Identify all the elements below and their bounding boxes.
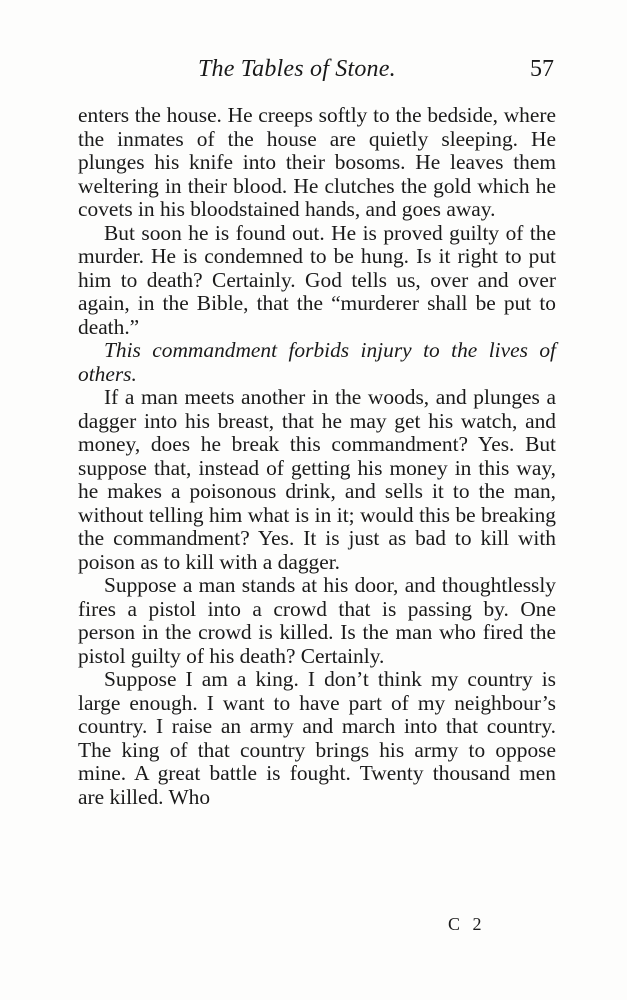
paragraph: Suppose a man stands at his door, and thoughtlessly fires a pistol into a crowd that is passing by. One person in the crowd is killed. Is the man who fired the pistol guilty of his death? Certainly. (78, 573, 556, 668)
paragraph-continuation: enters the house. He creeps softly to the bedside, where the inmates of the house are quietly sleeping. He plunges his knife into their bosoms. He leaves them weltering in their blood. He clutches the gold which he covets in his bloodstained hands, and goes away. (78, 103, 556, 221)
italic-heading-paragraph: This commandment forbids injury to the lives of others. (78, 338, 556, 386)
page-number: 57 (530, 56, 554, 82)
paragraph: If a man meets another in the woods, and plunges a dagger into his breast, that he may get his watch, and money, does he break this commandment? Yes. But suppose that, instead of getting his money in this way, he makes a poisonous drink, and sells it to the man, without telling him what is in it; would this be breaking the commandment? Yes. It is just as bad to kill with poison as to kill with a dagger. (78, 385, 556, 574)
paragraph: But soon he is found out. He is proved guilty of the murder. He is condemned to be hung. Is it right to put him to death? Certainly. God tells us, over and over again, in the Bible, that the “murderer shall be put to death.” (78, 220, 556, 339)
printer-signature-mark: C 2 (448, 914, 486, 934)
body-text (78, 104, 556, 809)
page-header (78, 56, 556, 90)
paragraph: Suppose I am a king. I don’t think my country is large enough. I want to have part of my neighbour’s country. I raise an army and march into that country. The king of that country brings his army to oppose mine. A great battle is fought. Twenty thousand men are killed. Who (78, 667, 556, 809)
running-title: The Tables of Stone. (198, 56, 396, 82)
